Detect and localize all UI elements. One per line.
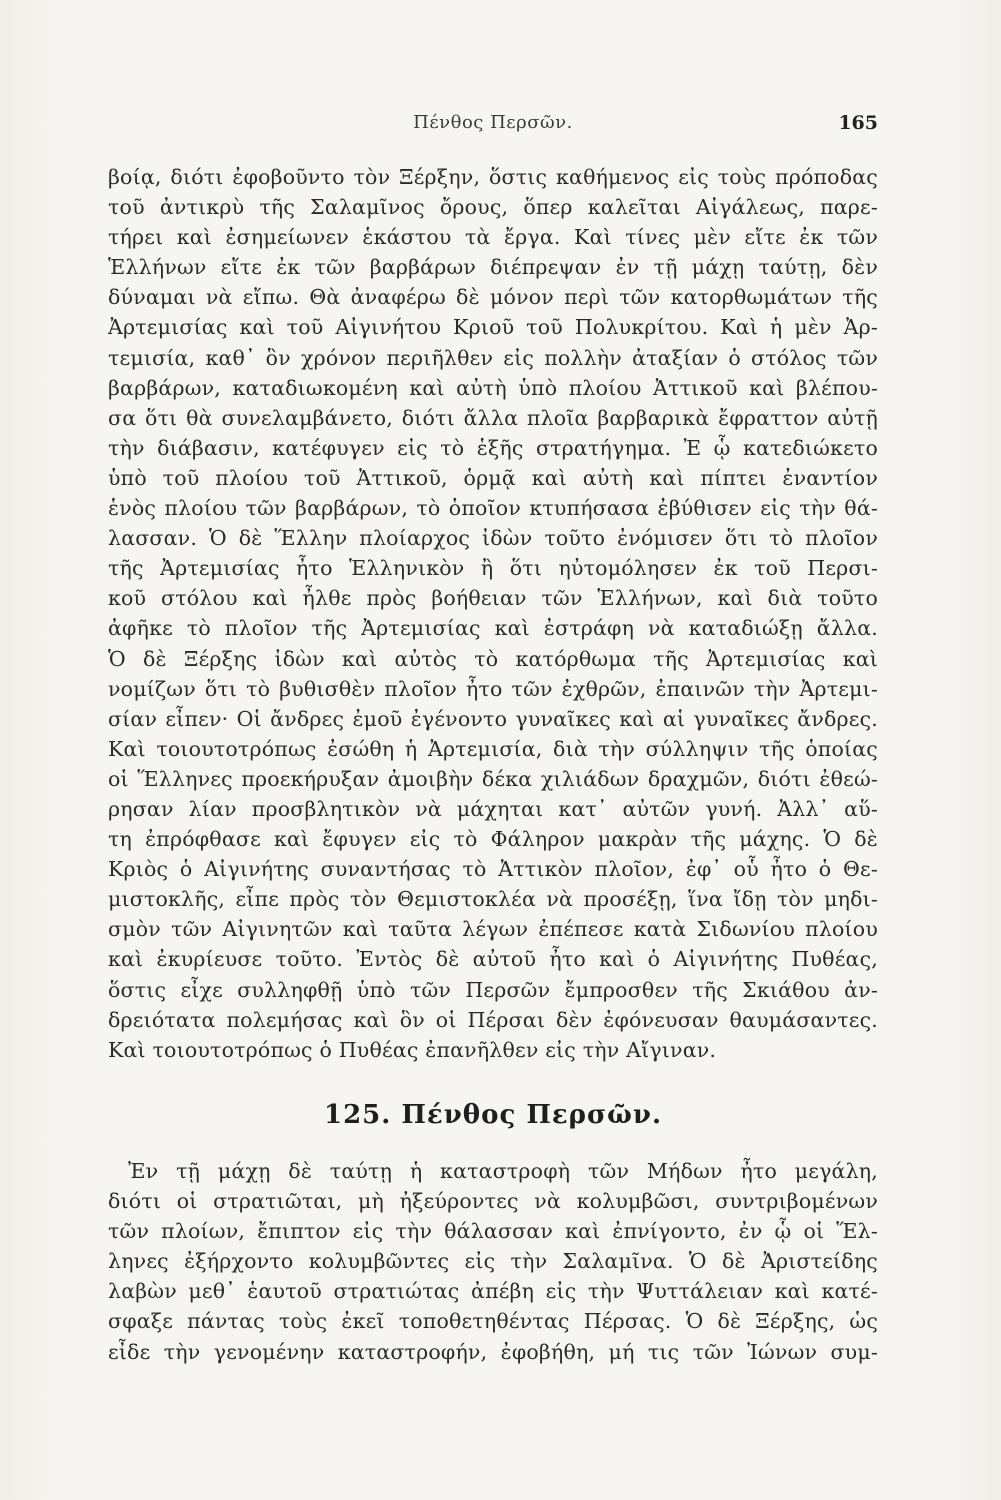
text-line: δρειότατα πολεμήσας καὶ ὃν οἱ Πέρσαι δὲν ἐφόνευσαν θαυμάσαντες.: [108, 1007, 878, 1032]
running-head: [108, 112, 878, 148]
text-line: ὑπὸ τοῦ πλοίου τοῦ Ἀττικοῦ, ὁρμᾷ καὶ αὐτὴ καὶ πίπτει ἐναντίον: [108, 465, 878, 490]
text-line: ληνες ἐξήρχοντο κολυμβῶντες εἰς τὴν Σαλαμῖνα. Ὁ δὲ Ἀριστείδης: [108, 1249, 878, 1274]
text-line: Κριὸς ὁ Αἰγινήτης συναντήσας τὸ Ἀττικὸν πλοῖον, ἐφ᾽ οὗ ἦτο ὁ Θε-: [108, 857, 878, 882]
text-line: σφαξε πάντας τοὺς ἐκεῖ τοποθετηθέντας Πέρσας. Ὁ δὲ Ξέρξης, ὡς: [108, 1309, 878, 1334]
text-line: νομίζων ὅτι τὸ βυθισθὲν πλοῖον ἦτο τῶν ἐχθρῶν, ἐπαινῶν τὴν Ἀρτεμι-: [108, 676, 878, 701]
text-line: λασσαν. Ὁ δὲ Ἕλλην πλοίαρχος ἰδὼν τοῦτο ἐνόμισεν ὅτι τὸ πλοῖον: [108, 526, 878, 551]
section-heading: 125. Πένθος Περσῶν.: [323, 1100, 662, 1130]
text-line: ἑνὸς πλοίου τῶν βαρβάρων, τὸ ὁποῖον κτυπήσασα ἐβύθισεν εἰς τὴν θά-: [108, 496, 878, 521]
text-line: τῆς Ἀρτεμισίας ἦτο Ἑλληνικὸν ἢ ὅτι ηὐτομόλησεν ἐκ τοῦ Περσι-: [108, 556, 878, 581]
text-line: βαρβάρων, καταδιωκομένη καὶ αὐτὴ ὑπὸ πλοίου Ἀττικοῦ καὶ βλέπου-: [108, 375, 878, 400]
text-line: τοῦ ἀντικρὺ τῆς Σαλαμῖνος ὄρους, ὅπερ καλεῖται Αἰγάλεως, παρε-: [108, 195, 878, 220]
text-line: τη ἐπρόφθασε καὶ ἔφυγεν εἰς τὸ Φάληρον μακρὰν τῆς μάχης. Ὁ δὲ: [108, 827, 878, 852]
text-line: Ὁ δὲ Ξέρξης ἰδὼν καὶ αὐτὸς τὸ κατόρθωμα τῆς Ἀρτεμισίας καὶ: [108, 646, 878, 671]
text-line: μιστοκλῆς, εἶπε πρὸς τὸν Θεμιστοκλέα νὰ προσέξῃ, ἵνα ἴδῃ τὸν μηδι-: [108, 887, 878, 912]
text-line: οἱ Ἕλληνες προεκήρυξαν ἀμοιβὴν δέκα χιλιάδων δραχμῶν, διότι ἐθεώ-: [108, 766, 878, 791]
running-title: Πένθος Περσῶν.: [413, 112, 573, 133]
text-line: διότι οἱ στρατιῶται, μὴ ἠξεύροντες νὰ κολυμβῶσι, συντριβομένων: [108, 1189, 878, 1214]
paragraph-artemisia: [108, 162, 878, 1065]
text-line: τὴν διάβασιν, κατέφυγεν εἰς τὸ ἑξῆς στρατήγημα. Ἐ ᾧ κατεδιώκετο: [108, 435, 878, 460]
text-line: Ἑλλήνων εἴτε ἐκ τῶν βαρβάρων διέπρεψαν ἐν τῇ μάχῃ ταύτῃ, δὲν: [108, 255, 878, 280]
page-number: 165: [838, 112, 878, 134]
text-line: τήρει καὶ ἐσημείωνεν ἑκάστου τὰ ἔργα. Καὶ τίνες μὲν εἴτε ἐκ τῶν: [108, 225, 878, 250]
text-line: λαβὼν μεθ᾽ ἑαυτοῦ στρατιώτας ἀπέβη εἰς τὴν Ψυττάλειαν καὶ κατέ-: [108, 1279, 878, 1304]
text-line: Ἐν τῇ μάχῃ δὲ ταύτῃ ἡ καταστροφὴ τῶν Μήδων ἦτο μεγάλη,: [128, 1159, 878, 1183]
text-line: ἀφῆκε τὸ πλοῖον τῆς Ἀρτεμισίας καὶ ἐστράφη νὰ καταδιώξῃ ἄλλα.: [108, 616, 878, 641]
text-line: ὅστις εἶχε συλληφθῇ ὑπὸ τῶν Περσῶν ἔμπροσθεν τῆς Σκιάθου ἀν-: [108, 977, 878, 1002]
text-line: βοίᾳ, διότι ἐφοβοῦντο τὸν Ξέρξην, ὅστις καθήμενος εἰς τοὺς πρόποδας: [108, 165, 878, 189]
text-line: Ἀρτεμισίας καὶ τοῦ Αἰγινήτου Κριοῦ τοῦ Πολυκρίτου. Καὶ ἡ μὲν Ἀρ-: [108, 315, 878, 340]
text-line: σα ὅτι θὰ συνελαμβάνετο, διότι ἄλλα πλοῖα βαρβαρικὰ ἔφραττον αὐτῇ: [108, 405, 878, 430]
text-line: σμὸν τῶν Αἰγινητῶν καὶ ταῦτα λέγων ἐπέπεσε κατὰ Σιδωνίου πλοίου: [108, 917, 878, 942]
text-line: κοῦ στόλου καὶ ἦλθε πρὸς βοήθειαν τῶν Ἑλλήνων, καὶ διὰ τοῦτο: [108, 586, 878, 611]
paragraph-persian-mourning: [108, 1156, 878, 1367]
text-line: εἶδε τὴν γενομένην καταστροφήν, ἐφοβήθη, μή τις τῶν Ἰώνων συμ-: [108, 1339, 878, 1364]
text-line: ρησαν λίαν προσβλητικὸν νὰ μάχηται κατ᾽ αὐτῶν γυνή. Ἀλλ᾽ αὕ-: [108, 796, 878, 821]
text-line: καὶ ἐκυρίευσε τοῦτο. Ἐντὸς δὲ αὐτοῦ ἦτο καὶ ὁ Αἰγινήτης Πυθέας,: [108, 947, 878, 972]
text-line: τῶν πλοίων, ἔπιπτον εἰς τὴν θάλασσαν καὶ ἐπνίγοντο, ἐν ᾧ οἱ Ἕλ-: [108, 1219, 878, 1244]
text-line: Καὶ τοιουτοτρόπως ἐσώθη ἡ Ἀρτεμισία, διὰ τὴν σύλληψιν τῆς ὁποίας: [108, 736, 878, 761]
text-line: δύναμαι νὰ εἴπω. Θὰ ἀναφέρω δὲ μόνον περὶ τῶν κατορθωμάτων τῆς: [108, 285, 878, 310]
text-line: Καὶ τοιουτοτρόπως ὁ Πυθέας ἐπανῆλθεν εἰς τὴν Αἴγιναν.: [108, 1037, 717, 1062]
text-line: σίαν εἶπεν· Οἱ ἄνδρες ἐμοῦ ἐγένοντο γυναῖκες καὶ αἱ γυναῖκες ἄνδρες.: [108, 706, 878, 731]
text-line: τεμισία, καθ᾽ ὃν χρόνον περιῆλθεν εἰς πολλὴν ἀταξίαν ὁ στόλος τῶν: [108, 345, 878, 370]
